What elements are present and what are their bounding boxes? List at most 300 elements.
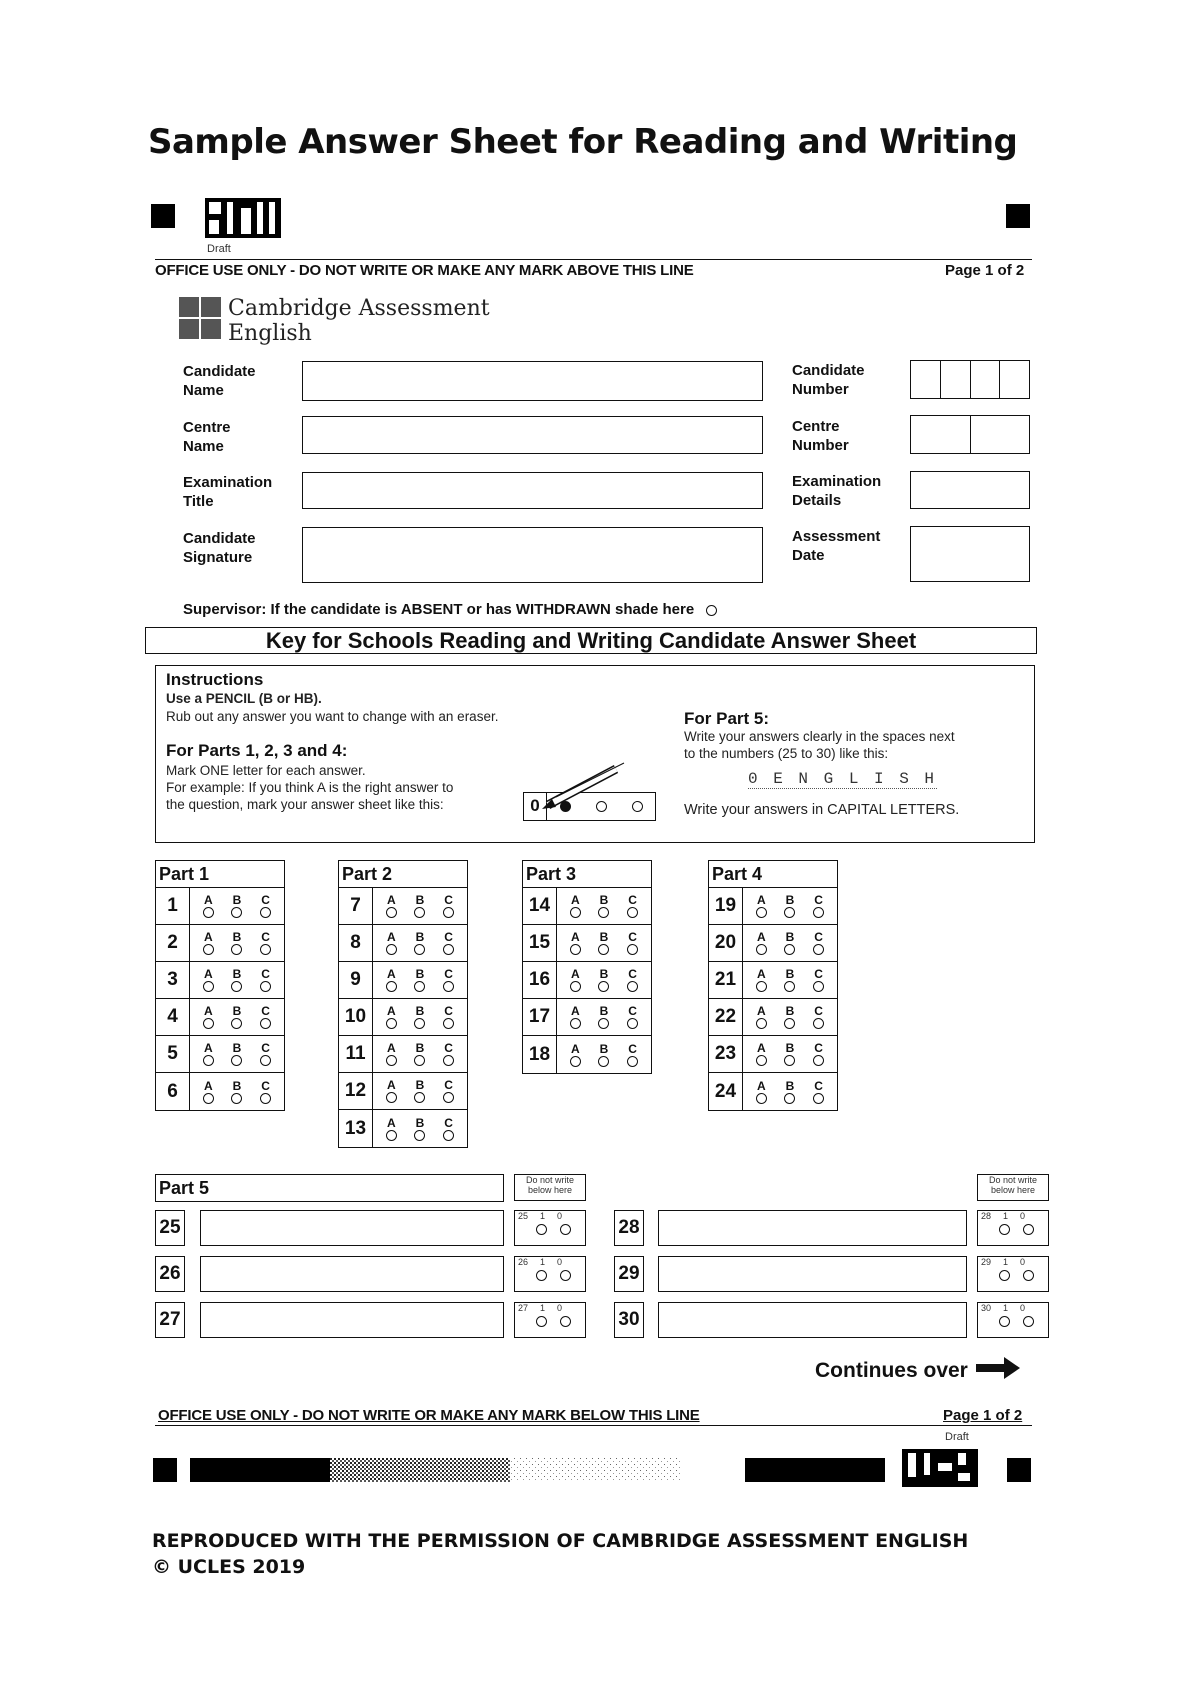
answer-bubble[interactable]	[260, 944, 271, 955]
option-letter: A	[756, 1041, 766, 1055]
question-number: 9	[339, 962, 373, 998]
option-letter: A	[570, 930, 580, 944]
answer-bubble[interactable]	[570, 907, 581, 918]
question-row	[339, 1110, 467, 1147]
answer-bubble[interactable]	[627, 1018, 638, 1029]
answer-option[interactable]	[386, 931, 397, 955]
footer-line-1: REPRODUCED WITH THE PERMISSION OF CAMBRIDGE ASSESSMENT ENGLISH	[152, 1530, 969, 1552]
answer-bubble[interactable]	[260, 907, 271, 918]
answer-option[interactable]	[813, 1042, 824, 1066]
answer-bubble[interactable]	[231, 1018, 242, 1029]
question-number: 12	[339, 1073, 373, 1109]
mark-question-number: 26	[518, 1257, 529, 1267]
mark-label: 0	[557, 1257, 563, 1267]
mark-question-number: 28	[981, 1211, 992, 1221]
answer-option[interactable]	[570, 931, 581, 955]
answer-bubble[interactable]	[627, 944, 638, 955]
option-letter: C	[444, 1078, 453, 1092]
answer-option[interactable]	[443, 1117, 454, 1141]
answer-option[interactable]	[756, 1005, 767, 1029]
answer-bubble[interactable]	[386, 1092, 397, 1103]
answer-option[interactable]	[756, 1042, 767, 1066]
question-row	[339, 888, 467, 925]
answer-bubble[interactable]	[570, 1018, 581, 1029]
answer-option[interactable]	[627, 931, 638, 955]
example-bubble	[632, 801, 643, 812]
mark-bubble	[536, 1316, 547, 1327]
answer-bubble[interactable]	[260, 981, 271, 992]
answer-option[interactable]	[443, 931, 454, 955]
option-letter: C	[814, 893, 823, 907]
question-row	[523, 962, 651, 999]
examination-details-input[interactable]	[910, 471, 1030, 509]
answer-bubble[interactable]	[414, 1092, 425, 1103]
option-letter: A	[203, 1004, 213, 1018]
answer-option[interactable]	[386, 1117, 397, 1141]
answer-option[interactable]	[260, 1042, 271, 1066]
answer-bubble[interactable]	[203, 1093, 214, 1104]
answer-bubble[interactable]	[784, 981, 795, 992]
candidate-number-input[interactable]	[910, 360, 1030, 399]
instructions-line-1: Use a PENCIL (B or HB).	[166, 691, 322, 706]
answer-bubble[interactable]	[598, 1018, 609, 1029]
answer-option[interactable]	[386, 968, 397, 992]
question-row	[523, 925, 651, 962]
option-letter: C	[261, 893, 270, 907]
answer-option[interactable]	[231, 1005, 242, 1029]
mark-bubble	[560, 1270, 571, 1281]
answer-option[interactable]	[756, 1080, 767, 1104]
answer-bubble[interactable]	[231, 944, 242, 955]
answer-option[interactable]	[231, 1080, 242, 1104]
option-letter: B	[232, 930, 242, 944]
footer-line-2: © UCLES 2019	[152, 1556, 306, 1578]
part-5-heading: For Part 5:	[684, 709, 770, 728]
option-letter: B	[232, 1041, 242, 1055]
question-row	[339, 1036, 467, 1073]
part-5-answer-input[interactable]	[658, 1302, 967, 1338]
option-letter: C	[261, 930, 270, 944]
answer-bubble[interactable]	[414, 907, 425, 918]
answer-bubble[interactable]	[813, 1055, 824, 1066]
centre-number-input[interactable]	[910, 415, 1030, 454]
mark-bubble	[536, 1224, 547, 1235]
answer-option[interactable]	[260, 894, 271, 918]
examiner-mark-box	[514, 1302, 586, 1338]
option-letter: B	[232, 1078, 242, 1093]
answer-option[interactable]	[784, 931, 795, 955]
field-candidate-signature	[183, 529, 256, 567]
answer-bubble[interactable]	[443, 1055, 454, 1066]
option-letter: A	[203, 893, 213, 907]
answer-bubble[interactable]	[414, 1055, 425, 1066]
answer-bubble[interactable]	[414, 944, 425, 955]
continues-over: Continues over	[815, 1355, 1022, 1387]
answer-option[interactable]	[813, 968, 824, 992]
answer-option[interactable]	[414, 894, 425, 918]
mark-bubble	[560, 1316, 571, 1327]
answer-bubble[interactable]	[260, 1093, 271, 1104]
answer-option[interactable]	[203, 894, 214, 918]
answer-bubble[interactable]	[598, 907, 609, 918]
answer-bubble[interactable]	[570, 981, 581, 992]
answer-bubble[interactable]	[756, 944, 767, 955]
mark-bubble	[1023, 1224, 1034, 1235]
answer-bubble[interactable]	[386, 981, 397, 992]
option-letter: B	[785, 1041, 795, 1055]
question-number: 13	[339, 1110, 373, 1147]
answer-option[interactable]	[570, 1005, 581, 1029]
answer-bubble[interactable]	[756, 981, 767, 992]
answer-option[interactable]	[231, 894, 242, 918]
answer-bubble[interactable]	[813, 1018, 824, 1029]
part-5-title: Part 5	[159, 1178, 210, 1198]
answer-bubble[interactable]	[203, 907, 214, 918]
logo-line-1: Cambridge Assessment	[228, 296, 490, 321]
candidate-signature-input[interactable]	[302, 527, 763, 583]
field-label: Examination Details	[792, 473, 882, 509]
option-letter: A	[386, 1078, 396, 1092]
option-letter: A	[756, 1078, 766, 1093]
mark-label: 1	[1003, 1303, 1009, 1313]
answer-bubble[interactable]	[627, 981, 638, 992]
answer-option[interactable]	[260, 931, 271, 955]
answer-bubble[interactable]	[570, 1056, 581, 1067]
answer-bubble[interactable]	[203, 981, 214, 992]
option-letter: C	[814, 967, 823, 981]
part-5-answer-input[interactable]	[658, 1256, 967, 1292]
answer-option[interactable]	[598, 1043, 609, 1067]
answer-option[interactable]	[386, 1079, 397, 1103]
answer-bubble[interactable]	[231, 981, 242, 992]
question-number: 15	[523, 925, 557, 961]
question-number: 5	[156, 1036, 190, 1072]
answer-option[interactable]	[784, 894, 795, 918]
answer-option[interactable]	[414, 1079, 425, 1103]
option-letter: C	[814, 1004, 823, 1018]
option-letter: B	[599, 893, 609, 907]
part-5-answer-input[interactable]	[658, 1210, 967, 1246]
option-letter: C	[814, 930, 823, 944]
answer-bubble[interactable]	[784, 1055, 795, 1066]
answer-option[interactable]	[386, 1042, 397, 1066]
example-number: 0	[524, 793, 547, 820]
answer-bubble[interactable]	[386, 907, 397, 918]
answer-option[interactable]	[260, 1005, 271, 1029]
cambridge-logo	[178, 296, 490, 346]
answer-bubble[interactable]	[203, 1055, 214, 1066]
answer-bubble[interactable]	[813, 1093, 824, 1104]
answer-bubble[interactable]	[231, 1055, 242, 1066]
question-row	[709, 1036, 837, 1073]
answer-bubble[interactable]	[813, 981, 824, 992]
answer-option[interactable]	[570, 1043, 581, 1067]
page-number-bottom: Page 1 of 2	[943, 1407, 1023, 1424]
question-number: 1	[156, 888, 190, 924]
answer-option[interactable]	[570, 968, 581, 992]
option-letter: C	[261, 1078, 270, 1093]
answer-bubble[interactable]	[386, 1055, 397, 1066]
answer-bubble[interactable]	[443, 1092, 454, 1103]
part-5-question-number: 25	[155, 1210, 185, 1246]
answer-bubble[interactable]	[756, 907, 767, 918]
answer-option[interactable]	[203, 1005, 214, 1029]
answer-option[interactable]	[443, 894, 454, 918]
answer-bubble[interactable]	[231, 907, 242, 918]
mark-bubble	[999, 1270, 1010, 1281]
question-number: 2	[156, 925, 190, 961]
part-5-answer-input[interactable]	[200, 1210, 504, 1246]
option-letter: B	[415, 1078, 425, 1092]
answer-bubble[interactable]	[570, 944, 581, 955]
part-title: Part 3	[523, 861, 651, 888]
answer-bubble[interactable]	[784, 907, 795, 918]
option-letter: C	[628, 1004, 637, 1018]
question-number: 17	[523, 999, 557, 1035]
answer-option[interactable]	[203, 1080, 214, 1104]
option-letter: B	[415, 930, 425, 944]
answer-sheet-title: Key for Schools Reading and Writing Candidate Answer Sheet	[145, 627, 1037, 654]
answer-option[interactable]	[260, 1080, 271, 1104]
option-letter: A	[570, 893, 580, 907]
answer-bubble[interactable]	[756, 1055, 767, 1066]
option-letter: A	[386, 930, 396, 944]
divider-bottom	[155, 1425, 1032, 1426]
question-row	[339, 925, 467, 962]
option-letter: A	[756, 1004, 766, 1018]
option-letter: C	[628, 967, 637, 981]
answer-option[interactable]	[598, 1005, 609, 1029]
option-letter: A	[570, 1041, 580, 1056]
answer-option[interactable]	[784, 968, 795, 992]
option-letter: A	[756, 967, 766, 981]
part-5-line-2: to the numbers (25 to 30) like this:	[684, 746, 889, 761]
answer-bubble[interactable]	[784, 1093, 795, 1104]
mark-question-number: 25	[518, 1211, 529, 1221]
option-letter: B	[785, 1004, 795, 1018]
answer-option[interactable]	[813, 1005, 824, 1029]
question-number: 6	[156, 1073, 190, 1110]
answer-bubble[interactable]	[784, 944, 795, 955]
answer-bubble[interactable]	[386, 1130, 397, 1141]
answer-option[interactable]	[756, 894, 767, 918]
option-letter: C	[261, 967, 270, 981]
answer-option[interactable]	[203, 1042, 214, 1066]
field-centre-number	[792, 417, 849, 455]
answer-bubble[interactable]	[386, 1018, 397, 1029]
mark-bubble	[560, 1224, 571, 1235]
part-5-question-number: 26	[155, 1256, 185, 1292]
instructions-heading: Instructions	[166, 670, 264, 689]
answer-bubble[interactable]	[627, 907, 638, 918]
field-label: Centre Name	[183, 419, 231, 455]
answer-option[interactable]	[784, 1005, 795, 1029]
option-letter: A	[756, 930, 766, 944]
mark-label: 0	[1020, 1211, 1026, 1221]
do-not-write-label: Do not write below here	[977, 1174, 1049, 1201]
part-2-box	[338, 860, 468, 1148]
answer-bubble[interactable]	[598, 981, 609, 992]
field-centre-name	[183, 418, 231, 456]
question-number: 18	[523, 1036, 557, 1073]
answer-bubble[interactable]	[231, 1093, 242, 1104]
answer-bubble[interactable]	[598, 1056, 609, 1067]
option-letter: C	[444, 1004, 453, 1018]
answer-option[interactable]	[598, 894, 609, 918]
answer-option[interactable]	[627, 1043, 638, 1067]
answer-bubble[interactable]	[203, 944, 214, 955]
option-letter: B	[415, 1004, 425, 1018]
option-letter: C	[444, 893, 453, 907]
part-5-line-1: Write your answers clearly in the spaces next	[684, 729, 955, 744]
mark-label: 0	[1020, 1303, 1026, 1313]
question-row	[523, 999, 651, 1036]
field-label: Examination Title	[183, 474, 273, 510]
answer-bubble[interactable]	[386, 944, 397, 955]
answer-bubble[interactable]	[756, 1093, 767, 1104]
mark-label: 1	[540, 1257, 546, 1267]
do-not-write-label: Do not write below here	[514, 1174, 586, 1201]
field-examination-details	[792, 472, 881, 510]
answer-bubble[interactable]	[627, 1056, 638, 1067]
answer-bubble[interactable]	[414, 981, 425, 992]
answer-option[interactable]	[784, 1080, 795, 1104]
answer-bubble[interactable]	[414, 1018, 425, 1029]
answer-option[interactable]	[598, 968, 609, 992]
answer-bubble[interactable]	[260, 1018, 271, 1029]
draft-label: Draft	[207, 243, 231, 255]
answer-bubble[interactable]	[443, 944, 454, 955]
answer-option[interactable]	[414, 1117, 425, 1141]
answer-bubble[interactable]	[260, 1055, 271, 1066]
answer-option[interactable]	[756, 931, 767, 955]
absent-bubble[interactable]	[706, 605, 717, 616]
mark-bubble	[1023, 1270, 1034, 1281]
answer-bubble[interactable]	[813, 944, 824, 955]
part-5-question-number: 28	[614, 1210, 644, 1246]
timing-mark	[1006, 204, 1030, 228]
answer-option[interactable]	[598, 931, 609, 955]
field-examination-title	[183, 473, 272, 511]
answer-option[interactable]	[203, 931, 214, 955]
answer-option[interactable]	[570, 894, 581, 918]
timing-mark	[1007, 1458, 1031, 1482]
answer-option[interactable]	[443, 1005, 454, 1029]
answer-option[interactable]	[813, 931, 824, 955]
barcode-strip	[190, 1458, 890, 1482]
option-letter: A	[203, 1078, 213, 1093]
answer-option[interactable]	[386, 894, 397, 918]
answer-option[interactable]	[414, 1005, 425, 1029]
answer-option[interactable]	[231, 931, 242, 955]
question-number: 4	[156, 999, 190, 1035]
answer-option[interactable]	[627, 894, 638, 918]
field-candidate-number	[792, 361, 865, 399]
part-5-answer-input[interactable]	[200, 1302, 504, 1338]
answer-option[interactable]	[443, 968, 454, 992]
question-row	[156, 1073, 284, 1110]
answer-option[interactable]	[414, 931, 425, 955]
option-letter: B	[415, 1115, 425, 1130]
answer-bubble[interactable]	[784, 1018, 795, 1029]
question-row	[156, 888, 284, 925]
part-1-box	[155, 860, 285, 1111]
answer-option[interactable]	[203, 968, 214, 992]
answer-option[interactable]	[231, 968, 242, 992]
option-letter: C	[814, 1078, 823, 1093]
option-letter: B	[599, 967, 609, 981]
answer-option[interactable]	[627, 1005, 638, 1029]
answer-bubble[interactable]	[443, 907, 454, 918]
part-4-box	[708, 860, 838, 1111]
examination-title-input[interactable]	[302, 472, 763, 509]
answer-option[interactable]	[627, 968, 638, 992]
field-label: Candidate Signature	[183, 530, 256, 566]
mark-label: 0	[557, 1211, 563, 1221]
question-number: 10	[339, 999, 373, 1035]
question-row	[709, 1073, 837, 1110]
answer-bubble[interactable]	[414, 1130, 425, 1141]
answer-option[interactable]	[813, 1080, 824, 1104]
option-letter: C	[628, 893, 637, 907]
question-row	[339, 999, 467, 1036]
answer-option[interactable]	[260, 968, 271, 992]
question-number: 19	[709, 888, 743, 924]
answer-option[interactable]	[386, 1005, 397, 1029]
part-5-answer-input[interactable]	[200, 1256, 504, 1292]
answer-option[interactable]	[414, 1042, 425, 1066]
answer-option[interactable]	[784, 1042, 795, 1066]
answer-bubble[interactable]	[443, 981, 454, 992]
field-label: Assessment Date	[792, 528, 881, 564]
parts-1-4-line-2: For example: If you think A is the right answer to	[166, 780, 454, 795]
answer-bubble[interactable]	[756, 1018, 767, 1029]
answer-option[interactable]	[414, 968, 425, 992]
part-5-question-number: 29	[614, 1256, 644, 1292]
centre-name-input[interactable]	[302, 416, 763, 454]
answer-option[interactable]	[231, 1042, 242, 1066]
option-letter: B	[599, 930, 609, 944]
option-letter: A	[203, 1041, 213, 1055]
instructions-box	[155, 665, 1035, 843]
option-letter: C	[628, 930, 637, 944]
part-5-title-box	[155, 1174, 504, 1202]
question-row	[709, 962, 837, 999]
answer-option[interactable]	[443, 1042, 454, 1066]
option-letter: C	[444, 1041, 453, 1055]
answer-bubble[interactable]	[813, 907, 824, 918]
option-letter: A	[386, 893, 396, 907]
arrow-right-icon	[976, 1355, 1022, 1387]
assessment-date-input[interactable]	[910, 526, 1030, 582]
option-letter: A	[203, 930, 213, 944]
parts-1-4-line-1: Mark ONE letter for each answer.	[166, 763, 366, 778]
part-title: Part 1	[156, 861, 284, 888]
mark-bubble	[999, 1224, 1010, 1235]
answer-option[interactable]	[443, 1079, 454, 1103]
answer-bubble[interactable]	[598, 944, 609, 955]
answer-bubble[interactable]	[443, 1018, 454, 1029]
option-letter: A	[386, 967, 396, 981]
answer-bubble[interactable]	[443, 1130, 454, 1141]
question-row	[709, 925, 837, 962]
answer-bubble[interactable]	[203, 1018, 214, 1029]
answer-option[interactable]	[756, 968, 767, 992]
candidate-name-input[interactable]	[302, 361, 763, 401]
option-letter: A	[386, 1115, 396, 1130]
answer-option[interactable]	[813, 894, 824, 918]
option-letter: A	[386, 1041, 396, 1055]
